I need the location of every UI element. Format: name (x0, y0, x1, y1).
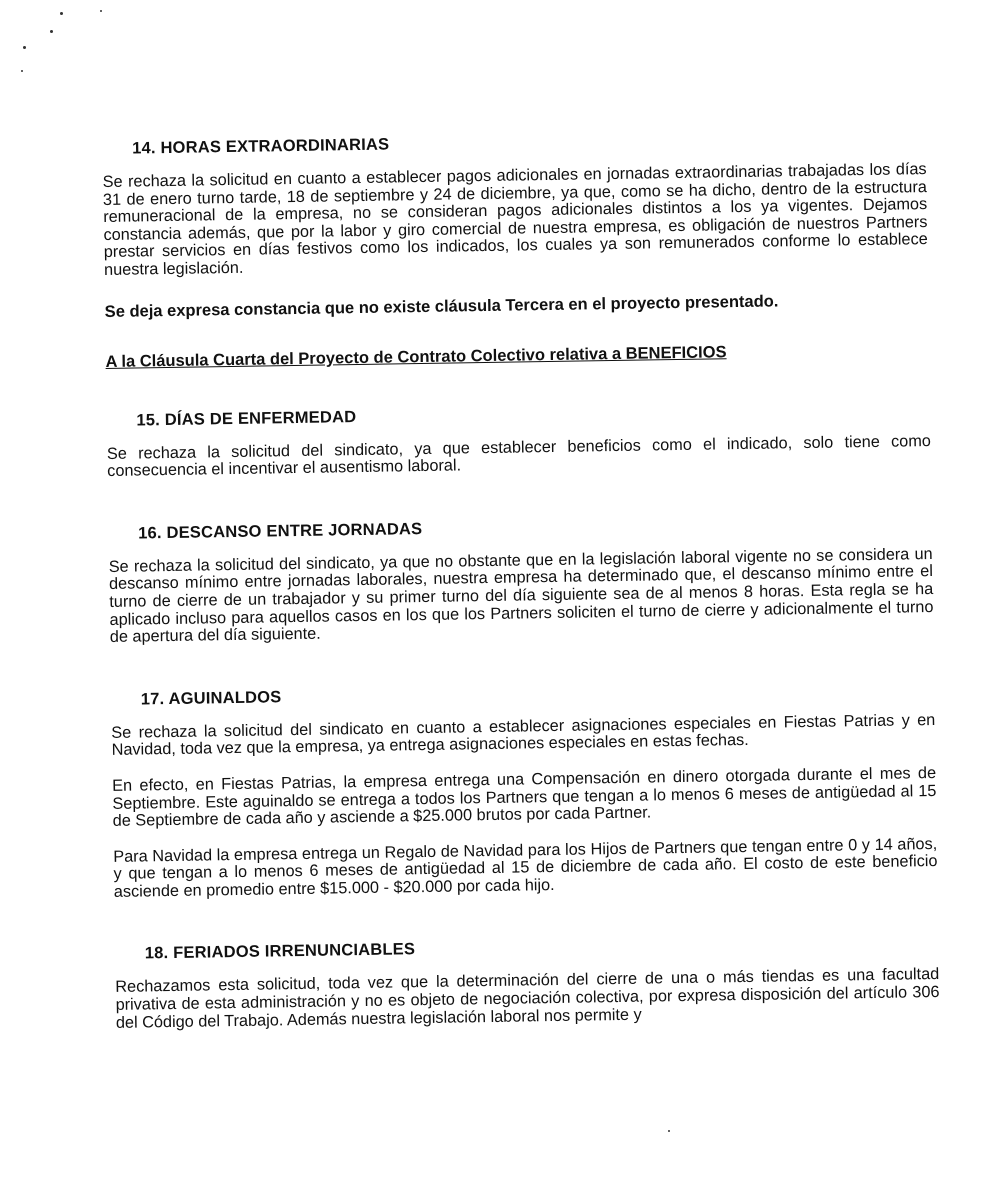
section-paragraph: Se rechaza la solicitud del sindicato, ya que no obstante que en la legislación laboral vigente no se considera un descanso mínimo entre jornadas laborales, nuestra empresa ha determinado que, el descanso mínimo entre el turno de cierre de un trabajador y su primer turno del día siguiente sea de al menos 8 horas. Esta regla se ha aplicado incluso para aquellos casos en los que los Partners soliciten el turno de cierre y adicionalmente el turno de apertura del día siguiente. (108, 544, 934, 647)
section-paragraph: Rechazamos esta solicitud, toda vez que la determinación del cierre de una o más tiendas es una facultad privativa de esta administración y no es objeto de negociación colectiva, por expresa disposición del artículo 306 del Código del Trabajo. Además nuestra legislación laboral nos permite y (115, 965, 940, 1032)
note-no-third-clause: Se deja expresa constancia que no existe cláusula Tercera en el proyecto presentado. (104, 291, 779, 321)
scan-speck (21, 70, 23, 72)
section-16 (108, 510, 934, 647)
section-14 (102, 125, 928, 279)
scan-speck (100, 10, 102, 12)
clause-heading: A la Cláusula Cuarta del Proyecto de Contrato Colectivo relativa a BENEFICIOS (105, 342, 727, 371)
section-paragraph: Para Navidad la empresa entrega un Regalo de Navidad para los Hijos de Partners que tengan entre 0 y 14 años, y que tengan a lo menos 6 meses de antigüedad al 15 de diciembre de cada año. El costo de este beneficio asciende en promedio entre $15.000 - $20.000 por cada hijo. (113, 834, 938, 901)
section-15 (106, 397, 931, 481)
document-body (102, 125, 940, 1032)
section-heading: 14. HORAS EXTRAORDINARIAS (132, 135, 390, 158)
section-heading: 18. FERIADOS IRRENUNCIABLES (144, 940, 416, 963)
section-paragraph: Se rechaza la solicitud del sindicato en cuanto a establecer asignaciones especiales en Fiestas Patrias y en Navidad, toda vez que la empresa, ya entrega asignaciones especiales en estas fechas. (111, 710, 936, 760)
scan-speck (50, 30, 53, 33)
section-heading: 15. DÍAS DE ENFERMEDAD (136, 407, 357, 430)
scan-speck (668, 1130, 670, 1132)
section-paragraph: Se rechaza la solicitud del sindicato, ya que establecer beneficios como el indicado, solo tiene como consecuencia el incentivar el ausentismo laboral. (106, 431, 931, 481)
section-17 (111, 676, 938, 902)
section-paragraph: En efecto, en Fiestas Patrias, la empresa entrega una Compensación en dinero otorgada durante el mes de Septiembre. Este aguinaldo se entrega a todos los Partners que tengan a lo menos 6 meses de antigüedad al 15 de Septiembre de cada año y asciende a $25.000 brutos por cada Partner. (112, 763, 937, 831)
section-paragraph: Se rechaza la solicitud en cuanto a establecer pagos adicionales en jornadas extraordinarias trabajadas los días 31 de enero turno tarde, 18 de septiembre y 24 de diciembre, ya que, como se ha dicho, dentro de la estructura remuneracional de la empresa, no se consideran pagos adicionales distintos a los ya vigentes. Dejamos constancia además, que por la labor y giro comercial de nuestra empresa, es obligación de nuestros Partners prestar servicios en días festivos como los indicados, los cuales ya son remunerados conforme lo establece nuestra legislación. (102, 160, 928, 279)
scan-speck (60, 12, 63, 15)
section-heading: 16. DESCANSO ENTRE JORNADAS (138, 519, 423, 543)
scan-speck (23, 46, 26, 49)
section-18 (115, 930, 940, 1032)
section-heading: 17. AGUINALDOS (140, 687, 282, 709)
